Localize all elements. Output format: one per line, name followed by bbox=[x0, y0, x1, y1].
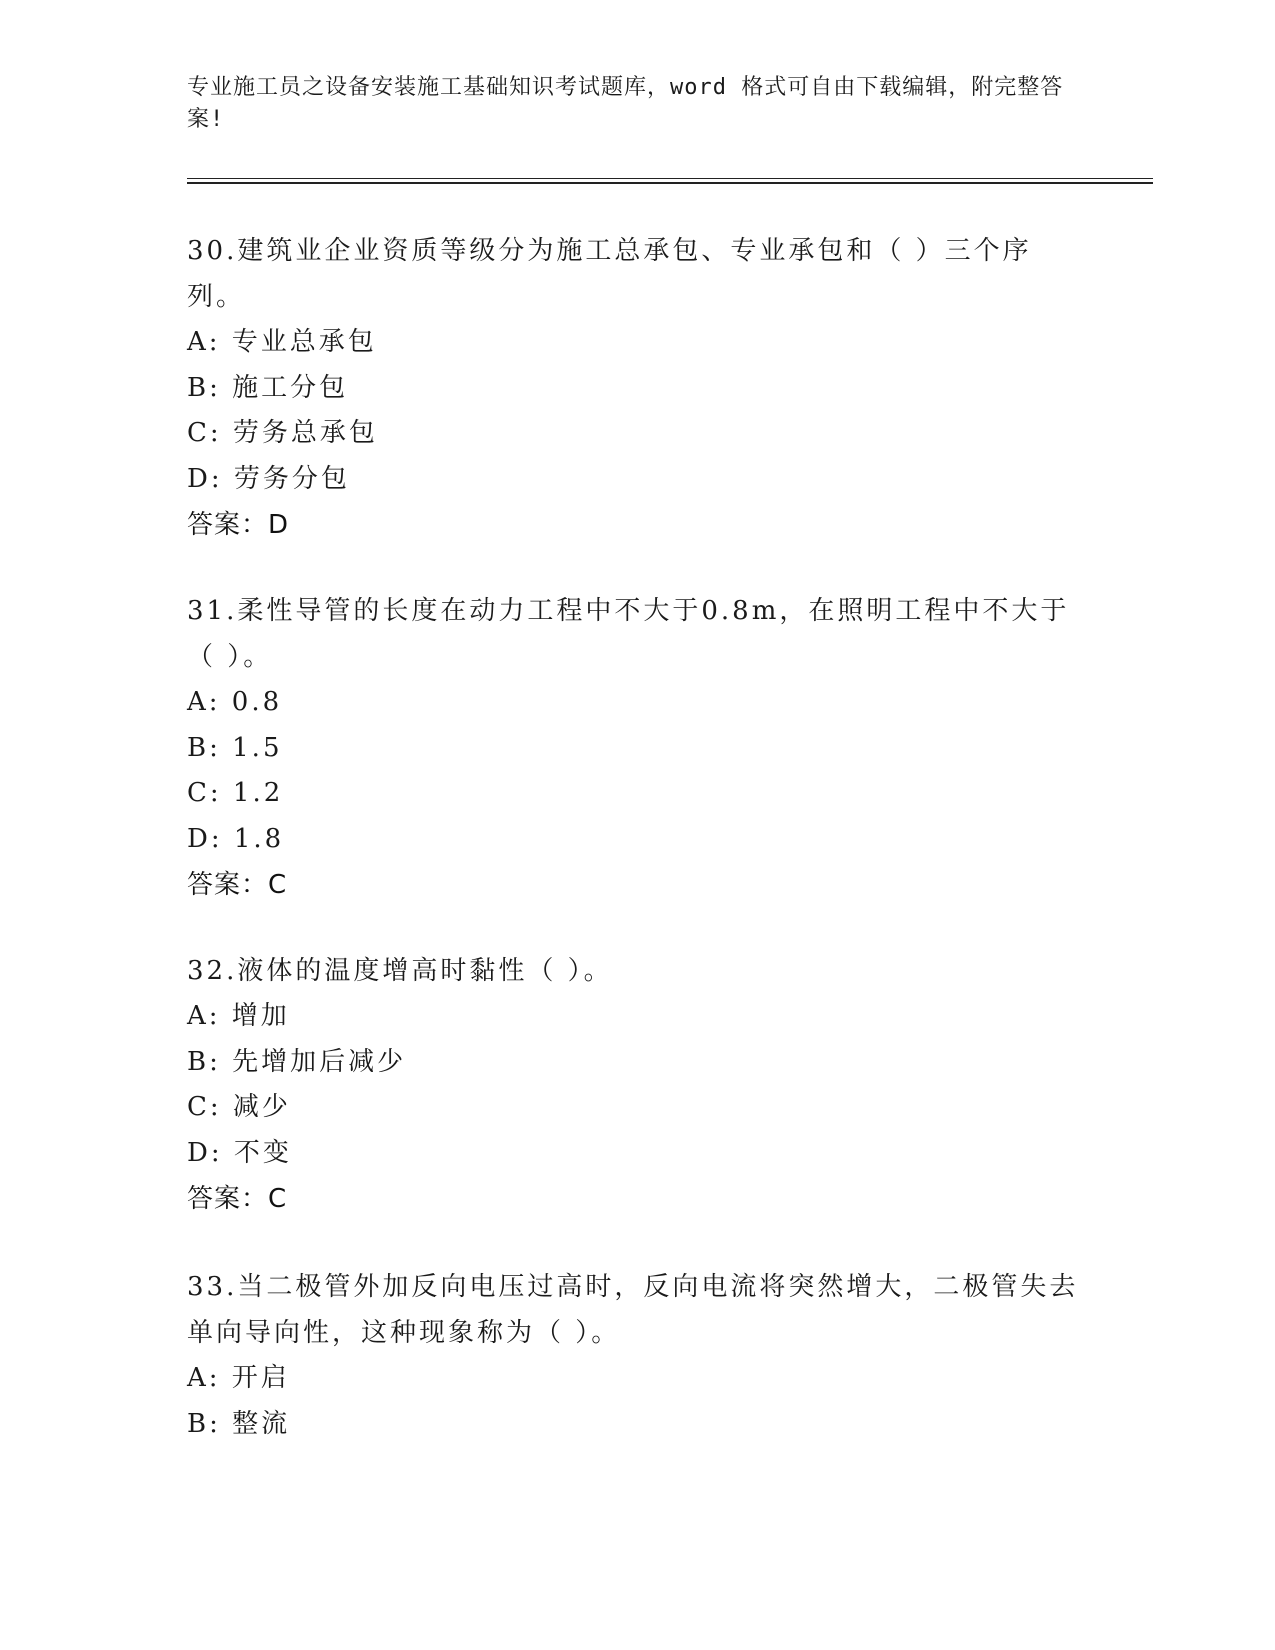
option-b: B: 先增加后减少 bbox=[187, 1046, 407, 1077]
question-32 bbox=[187, 948, 1087, 1222]
header-divider-bottom bbox=[187, 182, 1153, 184]
answer: 答案：C bbox=[187, 1184, 288, 1214]
question-stem: 32.液体的温度增高时黏性（ ）。 bbox=[187, 956, 613, 986]
answer: 答案：D bbox=[187, 510, 290, 540]
answer: 答案：C bbox=[187, 870, 288, 900]
option-a: A: 增加 bbox=[187, 1001, 290, 1031]
question-stem: 31.柔性导管的长度在动力工程中不大于0.8m，在照明工程中不大于（ ）。 bbox=[187, 596, 1070, 672]
option-d: D: 不变 bbox=[187, 1137, 292, 1168]
option-b: B: 施工分包 bbox=[187, 372, 349, 403]
option-c: C: 减少 bbox=[187, 1092, 291, 1122]
option-a: A: 0.8 bbox=[187, 687, 283, 717]
option-b: B: 整流 bbox=[187, 1408, 291, 1439]
question-33 bbox=[187, 1264, 1087, 1447]
header-divider-top bbox=[187, 178, 1153, 179]
question-31 bbox=[187, 588, 1087, 908]
option-a: A: 专业总承包 bbox=[187, 327, 377, 357]
option-c: C: 劳务总承包 bbox=[187, 418, 378, 448]
question-30 bbox=[187, 228, 1087, 548]
option-d: D: 劳务分包 bbox=[187, 463, 350, 494]
question-stem: 30.建筑业企业资质等级分为施工总承包、专业承包和（ ）三个序列。 bbox=[187, 236, 1032, 312]
page-header: 专业施工员之设备安装施工基础知识考试题库，word 格式可自由下载编辑，附完整答案! bbox=[187, 75, 1064, 132]
option-d: D: 1.8 bbox=[187, 823, 285, 854]
option-a: A: 开启 bbox=[187, 1363, 290, 1393]
option-c: C: 1.2 bbox=[187, 778, 284, 808]
option-b: B: 1.5 bbox=[187, 732, 283, 763]
question-stem: 33.当二极管外加反向电压过高时，反向电流将突然增大，二极管失去单向导向性，这种现象称为（ ）。 bbox=[187, 1272, 1079, 1348]
